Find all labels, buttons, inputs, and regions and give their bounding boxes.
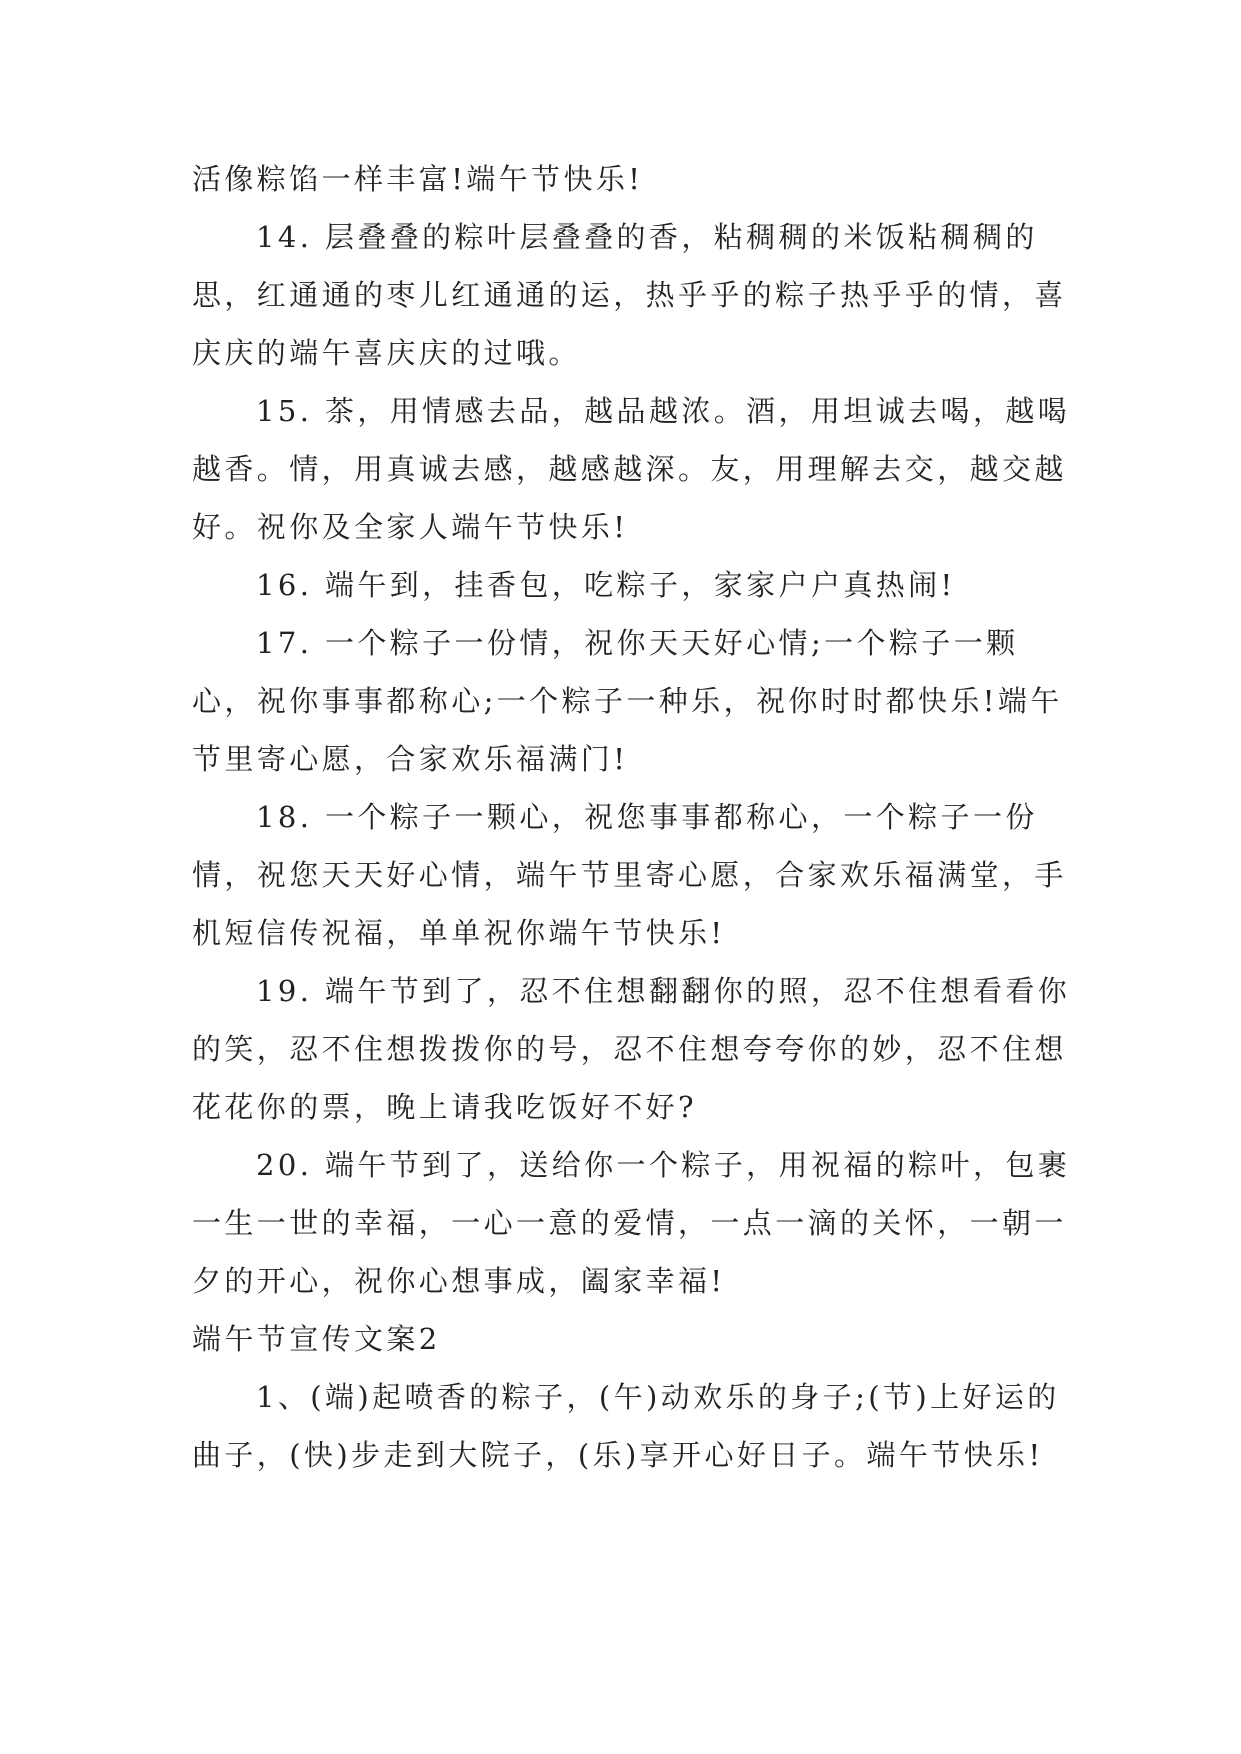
section-title: 端午节宣传文案2 bbox=[192, 1322, 441, 1356]
list-item-16: 16. 端午到，挂香包，吃粽子，家家户户真热闹! bbox=[256, 568, 956, 602]
list-item-19: 19. 端午节到了，忍不住想翻翻你的照，忍不住想看看你的笑，忍不住想拨拨你的号，忍不住想夸夸你的妙，忍不住想花花你的票，晚上请我吃饭好不好? bbox=[192, 974, 1071, 1124]
list-item-15: 15. 茶，用情感去品，越品越浓。酒，用坦诚去喝，越喝越香。情，用真诚去感，越感越深。友，用理解去交，越交越好。祝你及全家人端午节快乐! bbox=[192, 394, 1071, 544]
list-item-14: 14. 层叠叠的粽叶层叠叠的香，粘稠稠的米饭粘稠稠的思，红通通的枣儿红通通的运，热乎乎的粽子热乎乎的情，喜庆庆的端午喜庆庆的过哦。 bbox=[192, 220, 1067, 370]
document-page bbox=[192, 150, 1072, 1484]
list-item-20: 20. 端午节到了，送给你一个粽子，用祝福的粽叶，包裹一生一世的幸福，一心一意的爱情，一点一滴的关怀，一朝一夕的开心，祝你心想事成，阖家幸福! bbox=[192, 1148, 1071, 1298]
list-item-17: 17. 一个粽子一份情，祝你天天好心情;一个粽子一颗心，祝你事事都称心;一个粽子一种乐，祝你时时都快乐!端午节里寄心愿，合家欢乐福满门! bbox=[192, 626, 1063, 776]
continuation-paragraph: 活像粽馅一样丰富!端午节快乐! bbox=[192, 162, 644, 196]
section-list-item-1: 1、(端)起喷香的粽子，(午)动欢乐的身子;(节)上好运的曲子，(快)步走到大院子，(乐)享开心好日子。端午节快乐! bbox=[192, 1380, 1060, 1472]
list-item-18: 18. 一个粽子一颗心，祝您事事都称心，一个粽子一份情，祝您天天好心情，端午节里寄心愿，合家欢乐福满堂，手机短信传祝福，单单祝你端午节快乐! bbox=[192, 800, 1067, 950]
